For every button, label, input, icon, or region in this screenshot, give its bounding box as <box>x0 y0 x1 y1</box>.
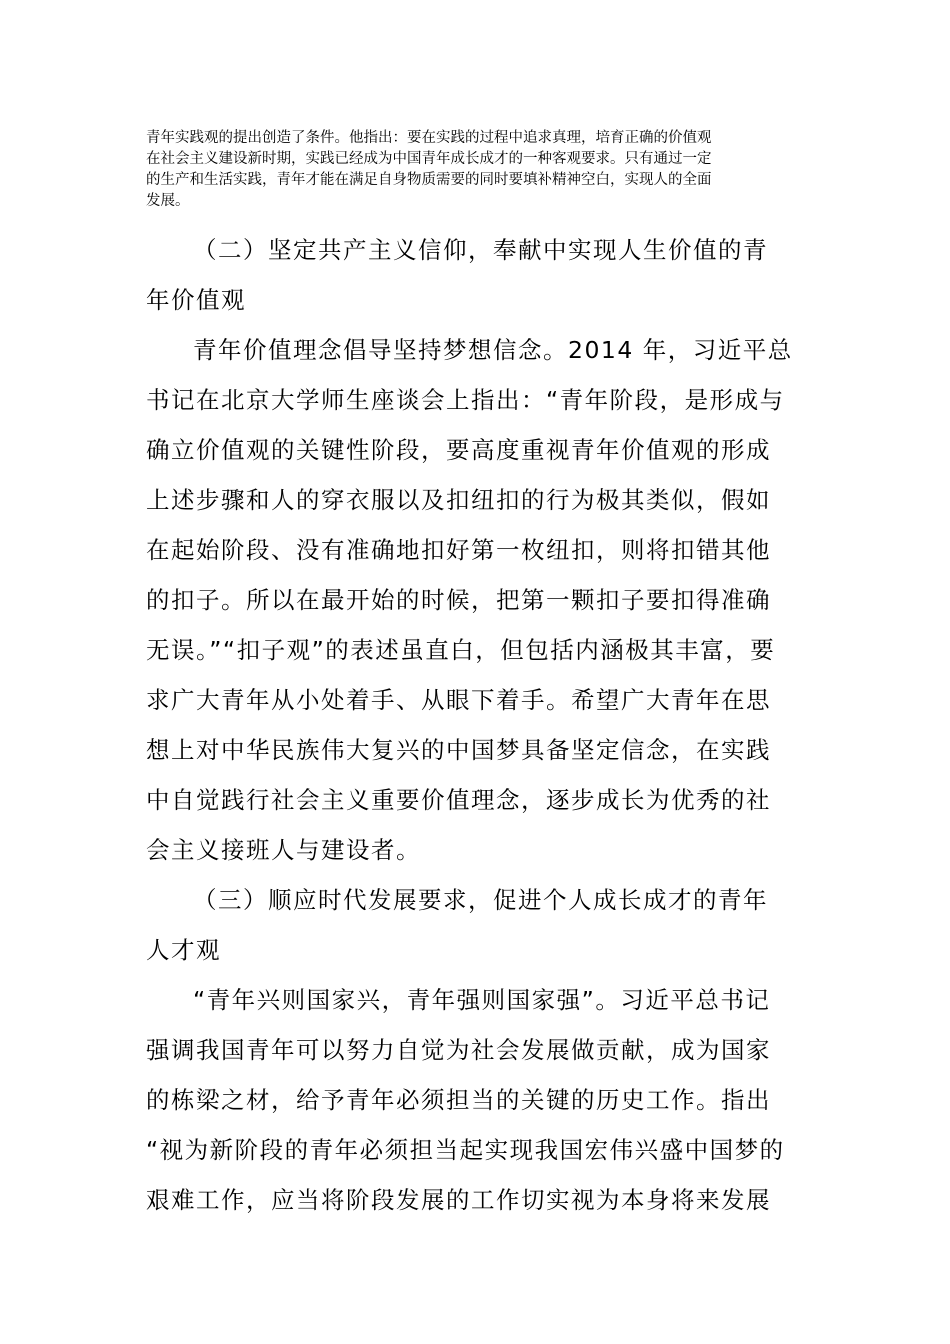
section3-heading-line: （三）顺应时代发展要求，促进个人成长成才的青年 <box>193 886 768 914</box>
intro-line: 的生产和生活实践，青年才能在满足自身物质需要的同时要填补精神空白，实现人的全面 <box>146 172 712 188</box>
section2-body-line: 青年价值理念倡导坚持梦想信念。2014 年，习近平总 <box>193 336 793 364</box>
intro-line: 在社会主义建设新时期，实践已经成为中国青年成长成才的一种客观要求。只有通过一定 <box>146 151 712 167</box>
section2-body-line: 的扣子。所以在最开始的时候，把第一颗扣子要扣得准确 <box>146 586 771 614</box>
intro-paragraph <box>146 128 810 212</box>
section2-body-line: 在起始阶段、没有准确地扣好第一枚纽扣，则将扣错其他 <box>146 536 771 564</box>
section3-body-line: “视为新阶段的青年必须担当起实现我国宏伟兴盛中国梦的 <box>146 1136 785 1164</box>
section2-body-line: 中自觉践行社会主义重要价值理念，逐步成长为优秀的社 <box>146 786 771 814</box>
intro-line: 青年实践观的提出创造了条件。他指出：要在实践的过程中追求真理，培育正确的价值观 <box>146 130 712 146</box>
section2-body-line: 上述步骤和人的穿衣服以及扣纽扣的行为极其类似，假如 <box>146 486 771 514</box>
section3-body-line: “青年兴则国家兴，青年强则国家强”。习近平总书记 <box>193 986 771 1014</box>
section3-body-line: 强调我国青年可以努力自觉为社会发展做贡献，成为国家 <box>146 1036 771 1064</box>
section3-body-line: 艰难工作，应当将阶段发展的工作切实视为本身将来发展 <box>146 1186 771 1214</box>
section3-body-line: 的栋梁之材，给予青年必须担当的关键的历史工作。指出 <box>146 1086 771 1114</box>
section2-heading-line: （二）坚定共产主义信仰，奉献中实现人生价值的青 <box>193 236 768 264</box>
section2-body-line: 确立价值观的关键性阶段，要高度重视青年价值观的形成 <box>146 436 771 464</box>
section3-heading-line: 人才观 <box>146 936 221 964</box>
intro-line: 发展。 <box>146 193 190 209</box>
section2-body-line: 书记在北京大学师生座谈会上指出：“青年阶段，是形成与 <box>146 386 785 414</box>
section2-body-line: 无误。”“扣子观”的表述虽直白，但包括内涵极其丰富，要 <box>146 636 776 664</box>
section2-body-line: 求广大青年从小处着手、从眼下着手。希望广大青年在思 <box>146 686 771 714</box>
section2-body-line: 想上对中华民族伟大复兴的中国梦具备坚定信念，在实践 <box>146 736 771 764</box>
section2-body-line: 会主义接班人与建设者。 <box>146 836 421 864</box>
section2-heading-line: 年价值观 <box>146 286 246 314</box>
